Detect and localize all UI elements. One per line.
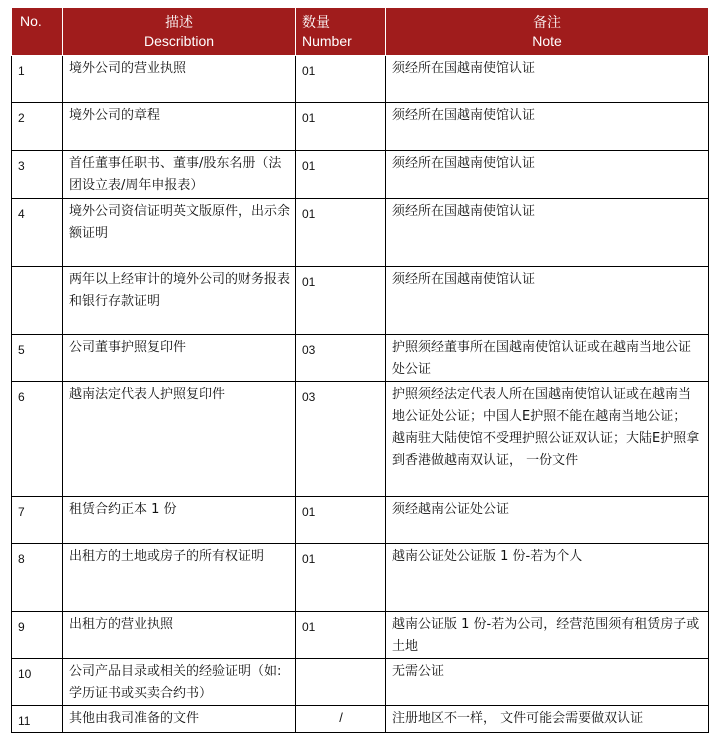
table-row — [12, 267, 709, 335]
row-number: 03 — [296, 382, 386, 497]
row-note: 须经所在国越南使馆认证 — [386, 199, 709, 267]
row-number: 01 — [296, 497, 386, 544]
row-note: 须经越南公证处公证 — [386, 497, 709, 544]
header-note — [386, 8, 709, 56]
row-description: 首任董事任职书、董事/股东名册（法团设立表/周年申报表） — [63, 151, 296, 199]
row-number: / — [296, 706, 386, 733]
row-note: 须经所在国越南使馆认证 — [386, 267, 709, 335]
row-no: 9 — [12, 612, 63, 659]
row-number: 01 — [296, 151, 386, 199]
row-no: 4 — [12, 199, 63, 267]
row-no: 10 — [12, 659, 63, 706]
table-row — [12, 335, 709, 382]
table-row — [12, 497, 709, 544]
row-description: 出租方的土地或房子的所有权证明 — [63, 544, 296, 612]
row-no: 1 — [12, 56, 63, 103]
table-row — [12, 659, 709, 706]
row-note: 越南公证处公证版 1 份-若为个人 — [386, 544, 709, 612]
row-note: 须经所在国越南使馆认证 — [386, 103, 709, 151]
row-note: 无需公证 — [386, 659, 709, 706]
table-row — [12, 199, 709, 267]
row-no: 8 — [12, 544, 63, 612]
requirements-table — [11, 7, 709, 733]
table-row — [12, 544, 709, 612]
table-row — [12, 56, 709, 103]
row-number: 01 — [296, 612, 386, 659]
row-number: 01 — [296, 544, 386, 612]
row-no: 7 — [12, 497, 63, 544]
row-note: 护照须经法定代表人所在国越南使馆认证或在越南当地公证处公证；中国人E护照不能在越南当地公证； 越南驻大陆使馆不受理护照公证双认证；大陆E护照拿到香港做越南双认证， 一份文件 — [386, 382, 709, 497]
row-number: 01 — [296, 56, 386, 103]
header-description-cn: 描述 — [165, 13, 193, 30]
table-row — [12, 706, 709, 733]
row-description: 两年以上经审计的境外公司的财务报表和银行存款证明 — [63, 267, 296, 335]
table-row — [12, 382, 709, 497]
row-description: 境外公司的章程 — [63, 103, 296, 151]
requirements-table-wrapper — [11, 7, 708, 733]
row-no: 2 — [12, 103, 63, 151]
table-row — [12, 103, 709, 151]
table-row — [12, 151, 709, 199]
row-no — [12, 267, 63, 335]
header-description — [63, 8, 296, 56]
row-no: 3 — [12, 151, 63, 199]
row-number: 01 — [296, 267, 386, 335]
row-note: 须经所在国越南使馆认证 — [386, 151, 709, 199]
row-description: 境外公司的营业执照 — [63, 56, 296, 103]
header-number-en: Number — [302, 32, 352, 49]
table-header-row — [12, 8, 709, 56]
row-note: 注册地区不一样， 文件可能会需要做双认证 — [386, 706, 709, 733]
header-note-en: Note — [532, 32, 562, 49]
row-no: 6 — [12, 382, 63, 497]
row-description: 公司产品目录或相关的经验证明（如:学历证书或买卖合约书） — [63, 659, 296, 706]
header-number-cn: 数量 — [302, 13, 330, 30]
row-number: 01 — [296, 103, 386, 151]
row-description: 租赁合约正本 1 份 — [63, 497, 296, 544]
row-no: 5 — [12, 335, 63, 382]
row-number: 03 — [296, 335, 386, 382]
header-no: No. — [12, 8, 63, 56]
row-note: 须经所在国越南使馆认证 — [386, 56, 709, 103]
header-description-en: Describtion — [143, 32, 215, 49]
row-description: 越南法定代表人护照复印件 — [63, 382, 296, 497]
row-no: 11 — [12, 706, 63, 733]
row-description: 境外公司资信证明英文版原件，出示余额证明 — [63, 199, 296, 267]
row-number: 01 — [296, 199, 386, 267]
header-number — [296, 8, 386, 56]
row-description: 出租方的营业执照 — [63, 612, 296, 659]
row-note: 越南公证版 1 份-若为公司，经营范围须有租赁房子或土地 — [386, 612, 709, 659]
row-description: 其他由我司准备的文件 — [63, 706, 296, 733]
header-note-cn: 备注 — [533, 13, 561, 30]
row-number — [296, 659, 386, 706]
row-description: 公司董事护照复印件 — [63, 335, 296, 382]
table-row — [12, 612, 709, 659]
row-note: 护照须经董事所在国越南使馆认证或在越南当地公证处公证 — [386, 335, 709, 382]
